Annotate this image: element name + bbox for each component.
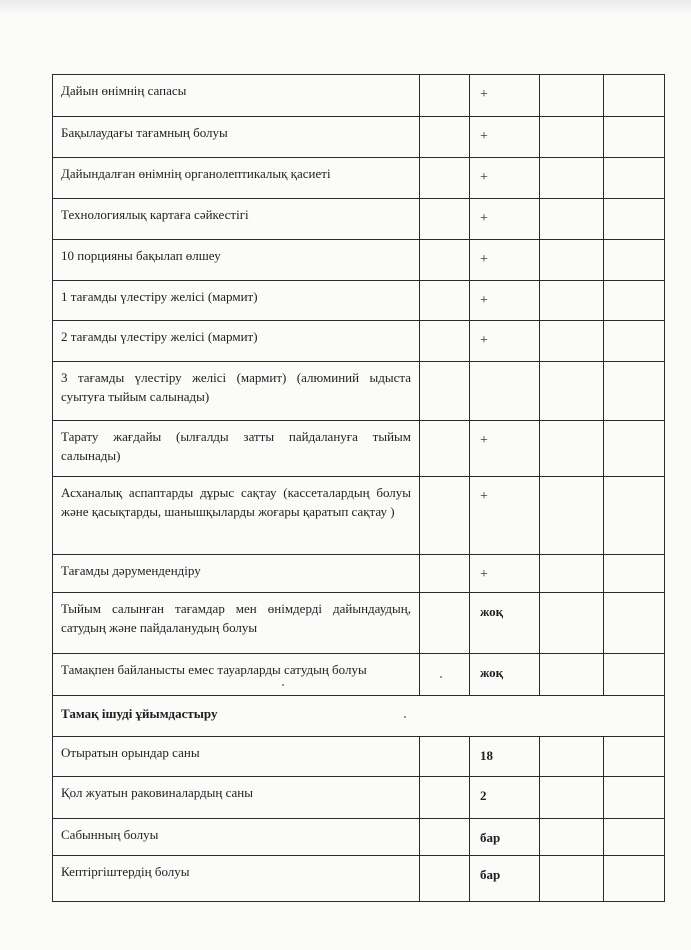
empty-cell [540, 240, 604, 281]
empty-cell [604, 240, 665, 281]
row-value: + [470, 117, 540, 158]
empty-cell [420, 362, 470, 421]
empty-cell [540, 421, 604, 477]
empty-cell [540, 777, 604, 819]
empty-cell [604, 281, 665, 321]
inspection-table [52, 74, 665, 902]
table-row [53, 421, 665, 477]
empty-cell [604, 321, 665, 362]
row-value: 18 [470, 737, 540, 777]
table-row [53, 75, 665, 117]
row-value: + [470, 281, 540, 321]
empty-cell [420, 117, 470, 158]
row-label: Тамақпен байланысты емес тауарларды сатудың болуы [53, 654, 420, 696]
row-label: Сабынның болуы [53, 819, 420, 856]
table-row [53, 362, 665, 421]
row-label: Тыйым салынған тағамдар мен өнімдерді дайындаудың, сатудың және пайдаланудың болуы [53, 593, 420, 654]
empty-cell [420, 856, 470, 902]
scan-speck [282, 684, 284, 686]
empty-cell [540, 555, 604, 593]
scan-speck [404, 716, 406, 718]
row-value: + [470, 158, 540, 199]
row-label: Дайын өнімнің сапасы [53, 75, 420, 117]
empty-cell [420, 421, 470, 477]
empty-cell [540, 654, 604, 696]
scan-speck [440, 676, 442, 678]
table-row [53, 199, 665, 240]
empty-cell [420, 240, 470, 281]
empty-cell [604, 777, 665, 819]
empty-cell [420, 477, 470, 555]
empty-cell [604, 421, 665, 477]
row-label: Бақылаудағы тағамның болуы [53, 117, 420, 158]
empty-cell [540, 199, 604, 240]
empty-cell [540, 158, 604, 199]
empty-cell [420, 281, 470, 321]
empty-cell [540, 117, 604, 158]
table-row [53, 158, 665, 199]
table-row [53, 777, 665, 819]
empty-cell [604, 75, 665, 117]
scan-edge [0, 0, 691, 14]
table-row [53, 281, 665, 321]
empty-cell [540, 819, 604, 856]
empty-cell [540, 75, 604, 117]
table-row [53, 321, 665, 362]
empty-cell [604, 555, 665, 593]
row-value: + [470, 477, 540, 555]
row-label: 3 тағамды үлестіру желісі (мармит) (алюминий ыдыста суытуға тыйым салынады) [53, 362, 420, 421]
empty-cell [540, 856, 604, 902]
row-label: 10 порцияны бақылап өлшеу [53, 240, 420, 281]
row-label: 2 тағамды үлестіру желісі (мармит) [53, 321, 420, 362]
empty-cell [604, 737, 665, 777]
empty-cell [604, 362, 665, 421]
table-row [53, 117, 665, 158]
row-value: + [470, 555, 540, 593]
empty-cell [604, 199, 665, 240]
empty-cell [604, 593, 665, 654]
table-row [53, 593, 665, 654]
empty-cell [420, 737, 470, 777]
empty-cell [604, 477, 665, 555]
row-label: 1 тағамды үлестіру желісі (мармит) [53, 281, 420, 321]
empty-cell [420, 321, 470, 362]
row-label: Дайындалған өнімнің органолептикалық қасиеті [53, 158, 420, 199]
row-value: + [470, 321, 540, 362]
table-row [53, 477, 665, 555]
row-value: жоқ [470, 593, 540, 654]
row-value: 2 [470, 777, 540, 819]
row-value: + [470, 75, 540, 117]
table-row [53, 856, 665, 902]
row-label: Асханалық аспаптарды дұрыс сақтау (кассеталардың болуы және қасықтарды, шанышқыларды жоғары қаратып сақтау ) [53, 477, 420, 555]
row-label: Кептіргіштердің болуы [53, 856, 420, 902]
empty-cell [420, 593, 470, 654]
table-row [53, 654, 665, 696]
empty-cell [540, 281, 604, 321]
row-value: + [470, 421, 540, 477]
empty-cell [604, 856, 665, 902]
row-value: бар [470, 856, 540, 902]
empty-cell [540, 362, 604, 421]
row-value: + [470, 240, 540, 281]
table-row [53, 737, 665, 777]
section-title: Тамақ ішуді ұйымдастыру [53, 696, 665, 737]
empty-cell [604, 117, 665, 158]
row-value [470, 362, 540, 421]
empty-cell [420, 199, 470, 240]
empty-cell [540, 737, 604, 777]
empty-cell [604, 654, 665, 696]
row-label: Технологиялық картаға сәйкестігі [53, 199, 420, 240]
empty-cell [540, 321, 604, 362]
row-label: Тағамды дәрумендендіру [53, 555, 420, 593]
table-row [53, 819, 665, 856]
empty-cell [540, 477, 604, 555]
empty-cell [604, 819, 665, 856]
empty-cell [540, 593, 604, 654]
row-label: Қол жуатын раковиналардың саны [53, 777, 420, 819]
empty-cell [420, 75, 470, 117]
row-value: + [470, 199, 540, 240]
row-value: бар [470, 819, 540, 856]
empty-cell [420, 555, 470, 593]
empty-cell [420, 819, 470, 856]
row-label: Тарату жағдайы (ылғалды затты пайдалануға тыйым салынады) [53, 421, 420, 477]
empty-cell [604, 158, 665, 199]
row-value: жоқ [470, 654, 540, 696]
empty-cell [420, 777, 470, 819]
empty-cell [420, 654, 470, 696]
row-label: Отыратын орындар саны [53, 737, 420, 777]
table-row [53, 555, 665, 593]
empty-cell [420, 158, 470, 199]
section-header-row [53, 696, 665, 737]
table-row [53, 240, 665, 281]
